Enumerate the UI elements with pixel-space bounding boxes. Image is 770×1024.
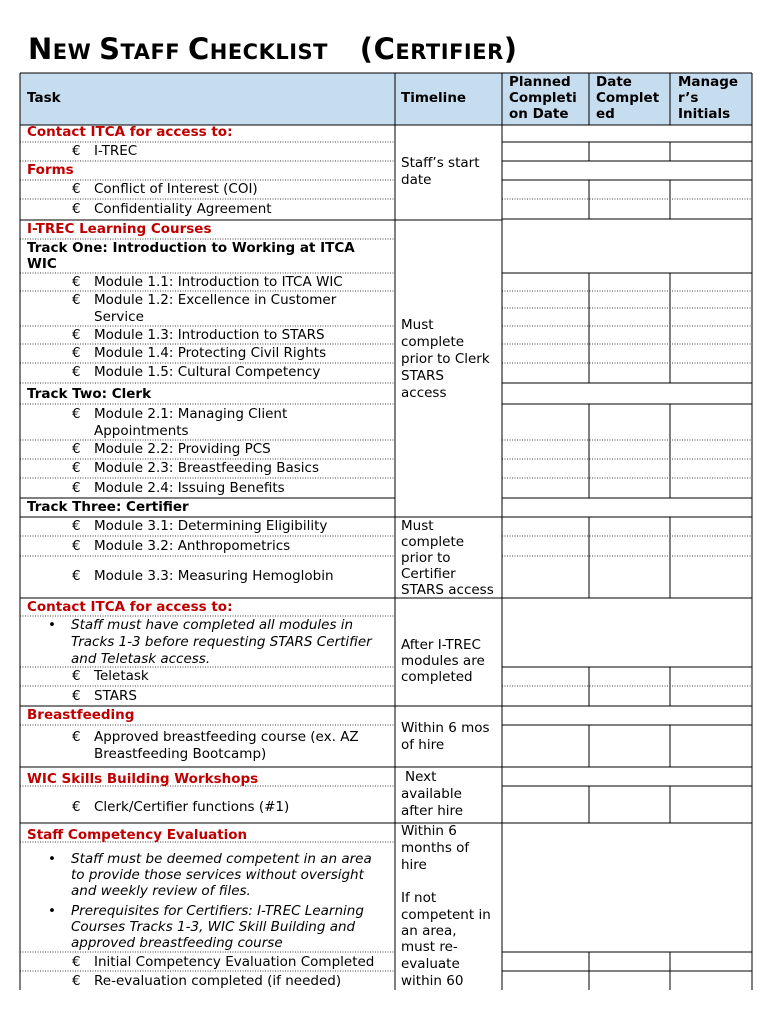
timeline-after-l1: After I-TREC <box>401 637 481 653</box>
comp-note2-l3: approved breastfeeding course <box>71 935 283 951</box>
checkbox-glyph: € <box>72 327 81 343</box>
header-manager-line3: Initials <box>678 106 731 122</box>
checkbox-glyph: € <box>72 729 81 745</box>
timeline-clerk-l2: complete <box>401 334 465 350</box>
checkbox-glyph: € <box>72 688 81 704</box>
header-manager-line1: Manage <box>678 74 739 90</box>
task-re-eval: Re-evaluation completed (if needed) <box>94 973 342 989</box>
task-module-3-2: Module 3.2: Anthropometrics <box>94 538 291 554</box>
task-module-1-2-l2: Service <box>94 309 144 325</box>
task-module-1-4: Module 1.4: Protecting Civil Rights <box>94 345 327 361</box>
bullet-dot: • <box>48 617 56 633</box>
checkbox-glyph: € <box>72 143 81 159</box>
header-timeline: Timeline <box>401 90 467 106</box>
task-clerk-functions: Clerk/Certifier functions (#1) <box>94 799 290 815</box>
checkbox-glyph: € <box>72 274 81 290</box>
task-module-2-4: Module 2.4: Issuing Benefits <box>94 480 285 496</box>
header-task: Task <box>27 90 61 106</box>
timeline-cert-l4: Certifier <box>401 566 456 582</box>
task-module-1-3: Module 1.3: Introduction to STARS <box>94 327 325 343</box>
comp-note1-l3: and weekly review of files. <box>71 883 251 899</box>
timeline-after-l3: completed <box>401 669 473 685</box>
task-module-2-1-l1: Module 2.1: Managing Client <box>94 406 288 422</box>
checkbox-glyph: € <box>72 973 81 989</box>
section-contact-itca-2: Contact ITCA for access to: <box>27 599 233 615</box>
section-competency: Staff Competency Evaluation <box>27 827 248 843</box>
bullet-dot: • <box>48 903 56 919</box>
timeline-after-l2: modules are <box>401 653 485 669</box>
timeline-clerk-l4: STARS <box>401 368 444 384</box>
checkbox-glyph: € <box>72 799 81 815</box>
track-two: Track Two: Clerk <box>27 386 152 402</box>
comp-note2-l1: Prerequisites for Certifiers: I-TREC Learning <box>71 903 364 919</box>
task-itrec: I-TREC <box>94 143 138 159</box>
section-workshops: WIC Skills Building Workshops <box>27 771 259 787</box>
comp-note1-l2: to provide those services without oversight <box>71 867 364 883</box>
task-module-2-2: Module 2.2: Providing PCS <box>94 441 271 457</box>
header-planned-line2: Completi <box>509 90 577 106</box>
checkbox-glyph: € <box>72 364 81 380</box>
track-one-l2: WIC <box>27 256 57 272</box>
timeline-cert-l1: Must <box>401 518 434 534</box>
note-staff-l1: Staff must have completed all modules in <box>71 617 354 633</box>
task-coi: Conflict of Interest (COI) <box>94 181 258 197</box>
header-planned-line3: on Date <box>509 106 569 122</box>
section-breastfeeding: Breastfeeding <box>27 707 135 723</box>
task-initial-eval: Initial Competency Evaluation Completed <box>94 954 375 970</box>
task-module-2-3: Module 2.3: Breastfeeding Basics <box>94 460 319 476</box>
timeline-6mos-l2: of hire <box>401 737 445 753</box>
timeline-6mos-l1: Within 6 mos <box>401 720 490 736</box>
checkbox-glyph: € <box>72 292 81 308</box>
checkbox-glyph: € <box>72 345 81 361</box>
checkbox-glyph: € <box>72 181 81 197</box>
header-planned-line1: Planned <box>509 74 571 90</box>
task-module-3-1: Module 3.1: Determining Eligibility <box>94 518 328 534</box>
checkbox-glyph: € <box>72 538 81 554</box>
task-bf-course-l1: Approved breastfeeding course (ex. AZ <box>94 729 359 745</box>
timeline-clerk-l3: prior to Clerk <box>401 351 490 367</box>
page-title: NEW STAFF CHECKLIST (CERTIFIER) <box>28 32 518 66</box>
task-module-1-2-l1: Module 1.2: Excellence in Customer <box>94 292 337 308</box>
timeline-comp-l1: Within 6 <box>401 823 457 839</box>
timeline-next-l3: after hire <box>401 803 464 819</box>
section-contact-itca: Contact ITCA for access to: <box>27 124 233 140</box>
checkbox-glyph: € <box>72 568 81 584</box>
timeline-comp-l6: competent in <box>401 907 491 923</box>
header-date-line3: ed <box>596 106 615 122</box>
timeline-comp-l7: an area, <box>401 923 457 939</box>
timeline-comp-l5: If not <box>401 890 437 906</box>
track-three: Track Three: Certifier <box>27 499 189 515</box>
checkbox-glyph: € <box>72 201 81 217</box>
header-date-line2: Complet <box>596 90 660 106</box>
timeline-comp-l3: hire <box>401 857 427 873</box>
timeline-cert-l3: prior to <box>401 550 451 566</box>
section-forms: Forms <box>27 162 74 178</box>
timeline-next-l2: available <box>401 786 462 802</box>
task-teletask: Teletask <box>94 668 149 684</box>
task-module-2-1-l2: Appointments <box>94 423 189 439</box>
task-confidentiality: Confidentiality Agreement <box>94 201 272 217</box>
timeline-comp-l8: must re- <box>401 939 458 955</box>
timeline-start-l1: Staff’s start <box>401 155 480 171</box>
task-stars: STARS <box>94 688 137 704</box>
timeline-cert-l2: complete <box>401 534 465 550</box>
task-module-1-5: Module 1.5: Cultural Competency <box>94 364 321 380</box>
checkbox-glyph: € <box>72 518 81 534</box>
checkbox-glyph: € <box>72 480 81 496</box>
note-staff-l2: Tracks 1-3 before requesting STARS Certifier <box>71 634 372 650</box>
note-staff-l3: and Teletask access. <box>71 651 211 667</box>
checkbox-glyph: € <box>72 954 81 970</box>
timeline-comp-l2: months of <box>401 840 470 856</box>
timeline-clerk-l1: Must <box>401 317 434 333</box>
bullet-dot: • <box>48 851 56 867</box>
comp-note2-l2: Courses Tracks 1-3, WIC Skill Building and <box>71 919 356 935</box>
comp-note1-l1: Staff must be deemed competent in an area <box>71 851 372 867</box>
timeline-cert-l5: STARS access <box>401 582 494 598</box>
task-module-3-3: Module 3.3: Measuring Hemoglobin <box>94 568 334 584</box>
track-one-l1: Track One: Introduction to Working at ITCA <box>27 240 355 256</box>
checkbox-glyph: € <box>72 668 81 684</box>
task-bf-course-l2: Breastfeeding Bootcamp) <box>94 746 267 762</box>
checkbox-glyph: € <box>72 406 81 422</box>
section-itrec-learning: I-TREC Learning Courses <box>27 221 212 237</box>
timeline-comp-l10: within 60 <box>401 973 464 989</box>
timeline-next-l1: Next <box>405 769 437 785</box>
task-module-1-1: Module 1.1: Introduction to ITCA WIC <box>94 274 343 290</box>
header-date-line1: Date <box>596 74 632 90</box>
checkbox-glyph: € <box>72 441 81 457</box>
timeline-clerk-l5: access <box>401 385 447 401</box>
header-manager-line2: r’s <box>678 90 699 106</box>
timeline-comp-l9: evaluate <box>401 956 460 972</box>
timeline-start-l2: date <box>401 172 432 188</box>
checkbox-glyph: € <box>72 460 81 476</box>
